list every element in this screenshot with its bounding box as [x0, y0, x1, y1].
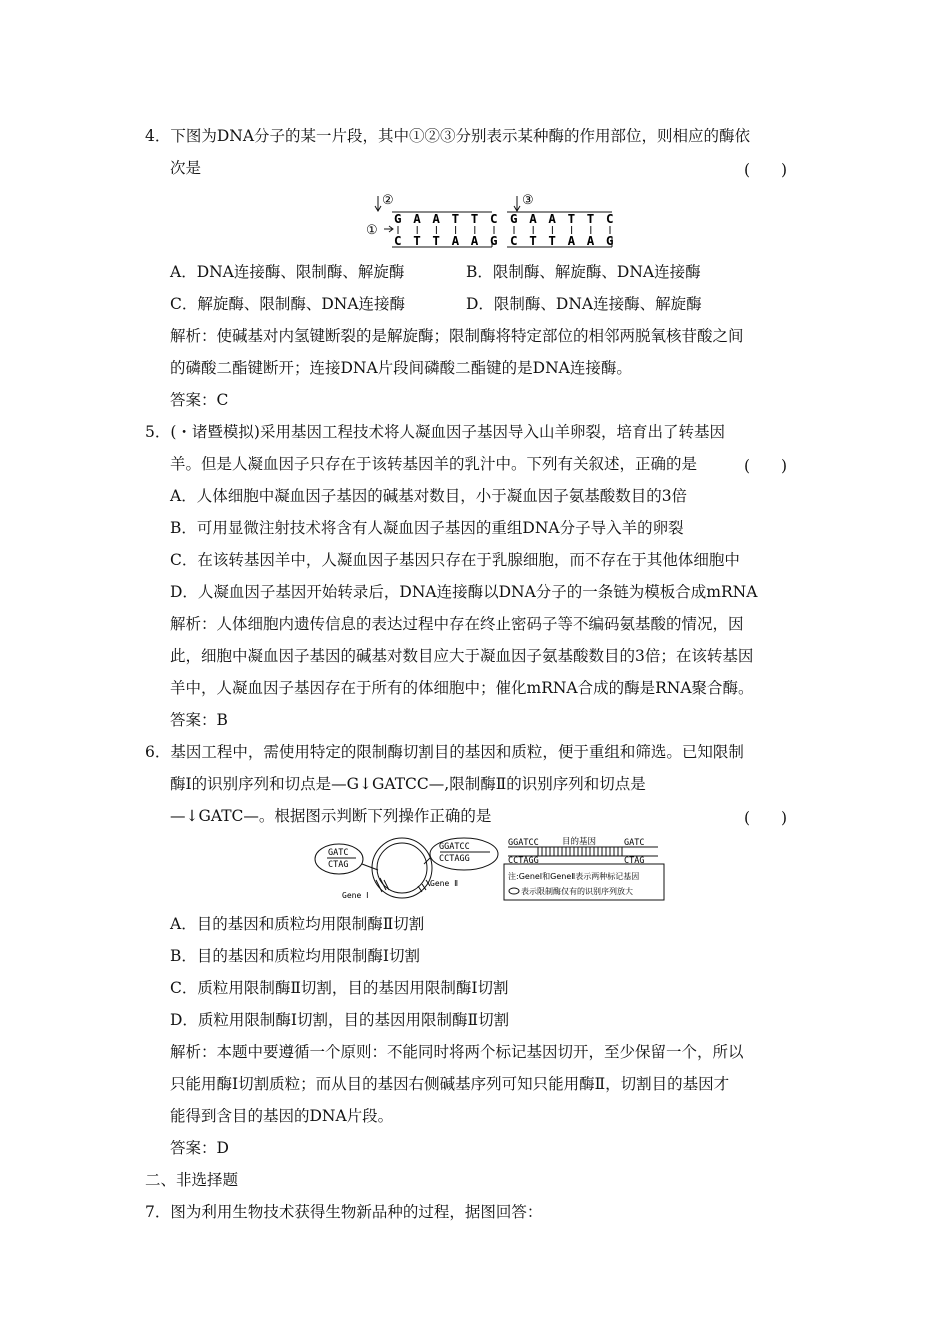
- marker-1: ①: [366, 223, 378, 238]
- base-top: C: [606, 211, 614, 226]
- q5-explanation-line2: 此，细胞中凝血因子基因的碱基对数目应大于凝血因子氨基酸数目的3倍；在该转基因: [170, 647, 754, 665]
- q5-answer: 答案：B: [170, 711, 228, 729]
- base-top: G: [394, 211, 402, 226]
- q6-explanation-line2: 只能用酶Ⅰ切割质粒；而从目的基因右侧碱基序列可知只能用酶Ⅱ，切割目的基因才: [170, 1075, 730, 1093]
- figure-note-1: 注:GeneⅠ和GeneⅡ表示两种标记基因: [508, 872, 640, 881]
- q6-answer: 答案：D: [170, 1139, 229, 1157]
- q6-option-b: B．目的基因和质粒均用限制酶Ⅰ切割: [170, 947, 421, 965]
- q4-stem-line1: 4．下图为DNA分子的某一片段，其中①②③分别表示某种酶的作用部位，则相应的酶依: [145, 127, 751, 145]
- fragment-left-top: GGATCC: [508, 838, 539, 848]
- right-site-bottom: CCTAGG: [439, 854, 470, 864]
- q5-explanation-line3: 羊中，人凝血因子基因存在于所有的体细胞中；催化mRNA合成的酶是RNA聚合酶。: [170, 679, 754, 697]
- plasmid-figure: [312, 834, 668, 902]
- base-bottom: C: [510, 233, 518, 248]
- base-top: T: [451, 211, 460, 226]
- q4-option-b: B．限制酶、解旋酶、DNA连接酶: [466, 263, 701, 281]
- base-top: A: [548, 211, 556, 226]
- q5-option-d: D．人凝血因子基因开始转录后，DNA连接酶以DNA分子的一条链为模板合成mRNA: [170, 583, 758, 601]
- q4-answer-paren: ( ): [744, 161, 788, 179]
- gene-2-label: Gene Ⅱ: [430, 879, 459, 888]
- base-bottom: G: [606, 233, 614, 248]
- base-bottom: A: [470, 233, 479, 248]
- q4-option-c: C．解旋酶、限制酶、DNA连接酶: [170, 295, 406, 313]
- base-top: T: [586, 211, 595, 226]
- base-bottom: A: [451, 233, 460, 248]
- q4-option-d: D．限制酶、DNA连接酶、解旋酶: [466, 295, 702, 313]
- base-top: A: [432, 211, 440, 226]
- q5-stem-line1: 5．(・诸暨模拟)采用基因工程技术将人凝血因子基因导入山羊卵裂，培育出了转基因: [145, 423, 725, 441]
- q6-option-d: D．质粒用限制酶Ⅰ切割，目的基因用限制酶Ⅱ切割: [170, 1011, 510, 1029]
- q6-stem-line2: 酶Ⅰ的识别序列和切点是—G↓GATCC—,限制酶Ⅱ的识别序列和切点是: [170, 775, 646, 793]
- section-heading: 二、非选择题: [145, 1171, 239, 1189]
- base-bottom: T: [529, 233, 537, 248]
- q7-stem-line1: 7．图为利用生物技术获得生物新品种的过程，据图回答：: [145, 1203, 543, 1221]
- base-bottom: A: [586, 233, 595, 248]
- right-site-top: GGATCC: [439, 842, 470, 852]
- q6-option-c: C．质粒用限制酶Ⅱ切割，目的基因用限制酶Ⅰ切割: [170, 979, 509, 997]
- q6-explanation-line1: 解析：本题中要遵循一个原则：不能同时将两个标记基因切开，至少保留一个，所以: [170, 1043, 744, 1061]
- target-gene-label: 目的基因: [562, 837, 597, 847]
- gene-1-label: Gene Ⅰ: [342, 891, 369, 900]
- figure-note-2: 表示限制酶仅有的识别序列放大: [521, 887, 633, 896]
- dna-fragment-figure: [362, 192, 622, 254]
- q5-explanation-line1: 解析：人体细胞内遗传信息的表达过程中存在终止密码子等不编码氨基酸的情况，因: [170, 615, 744, 633]
- q5-answer-paren: ( ): [744, 457, 788, 475]
- base-bottom: A: [567, 233, 576, 248]
- q4-option-a: A．DNA连接酶、限制酶、解旋酶: [170, 263, 405, 281]
- fragment-right-top: GATC: [624, 838, 645, 848]
- q6-stem-line3: —↓GATC—。根据图示判断下列操作正确的是: [170, 807, 492, 825]
- q6-stem-line1: 6．基因工程中，需使用特定的限制酶切割目的基因和质粒，便于重组和筛选。已知限制: [145, 743, 744, 761]
- q6-option-a: A．目的基因和质粒均用限制酶Ⅱ切割: [170, 915, 425, 933]
- q6-answer-paren: ( ): [744, 809, 788, 827]
- q5-option-a: A．人体细胞中凝血因子基因的碱基对数目，小于凝血因子氨基酸数目的3倍: [170, 487, 688, 505]
- marker-2: ②: [382, 193, 394, 208]
- base-top: A: [413, 211, 421, 226]
- base-bottom: G: [490, 233, 498, 248]
- q6-explanation-line3: 能得到含目的基因的DNA片段。: [170, 1107, 394, 1125]
- base-bottom: T: [548, 233, 556, 248]
- q5-option-b: B．可用显微注射技术将含有人凝血因子基因的重组DNA分子导入羊的卵裂: [170, 519, 684, 537]
- q4-explanation-line1: 解析：使碱基对内氢键断裂的是解旋酶；限制酶将特定部位的相邻两脱氧核苷酸之间: [170, 327, 744, 345]
- q5-stem-line2: 羊。但是人凝血因子只存在于该转基因羊的乳汁中。下列有关叙述，正确的是: [170, 455, 698, 473]
- fragment-left-bottom: CCTAGG: [508, 856, 539, 866]
- q4-stem-line2: 次是: [170, 159, 202, 177]
- left-site-bottom: CTAG: [328, 860, 349, 870]
- q5-option-c: C．在该转基因羊中，人凝血因子基因只存在于乳腺细胞，而不存在于其他体细胞中: [170, 551, 740, 569]
- base-top: A: [529, 211, 537, 226]
- left-site-top: GATC: [328, 848, 349, 858]
- base-bottom: T: [432, 233, 440, 248]
- base-bottom: C: [394, 233, 402, 248]
- base-bottom: T: [413, 233, 421, 248]
- q4-answer: 答案：C: [170, 391, 229, 409]
- q4-explanation-line2: 的磷酸二酯键断开；连接DNA片段间磷酸二酯键的是DNA连接酶。: [170, 359, 632, 377]
- marker-3: ③: [522, 193, 534, 208]
- fragment-right-bottom: CTAG: [624, 856, 645, 866]
- base-top: T: [567, 211, 576, 226]
- base-top: C: [490, 211, 498, 226]
- base-top: G: [510, 211, 518, 226]
- base-top: T: [470, 211, 479, 226]
